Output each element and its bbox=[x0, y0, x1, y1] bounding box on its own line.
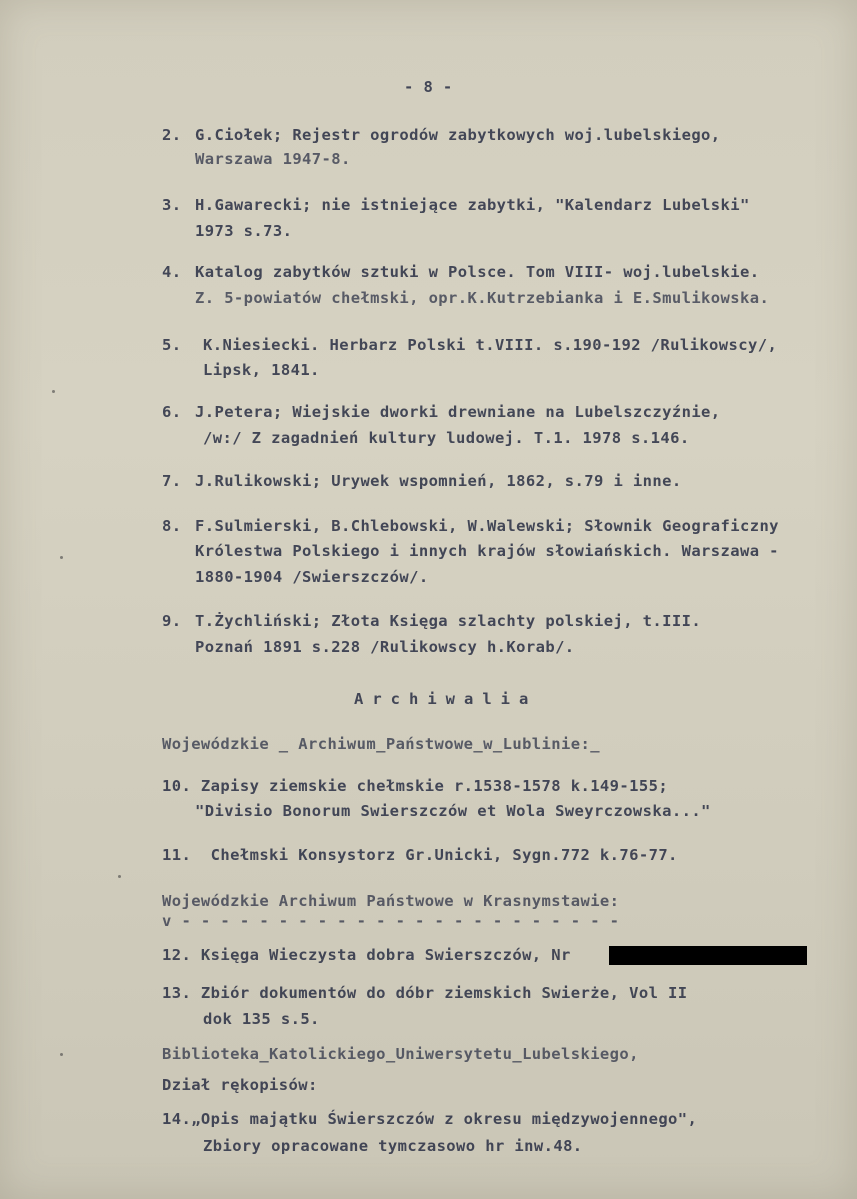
paper-speck bbox=[118, 875, 121, 878]
bib-6-line-1: J.Petera; Wiejskie dworki drewniane na Lubelszczyźnie, bbox=[195, 403, 721, 421]
bib-9-line-2: Poznań 1891 s.228 /Rulikowscy h.Korab/. bbox=[195, 638, 575, 656]
bib-6-line-2: /w:/ Z zagadnień kultury ludowej. T.1. 1978 s.146. bbox=[203, 429, 690, 447]
archive-krasnystaw-heading: Wojewódzkie Archiwum Państwowe w Krasnymstawie: bbox=[162, 892, 620, 910]
item-13-line-1: 13. Zbiór dokumentów do dóbr ziemskich Swierże, Vol II bbox=[162, 984, 688, 1002]
bib-3-num: 3. bbox=[162, 196, 182, 214]
item-11: 11. Chełmski Konsystorz Gr.Unicki, Sygn.772 k.76-77. bbox=[162, 846, 678, 864]
bib-6-num: 6. bbox=[162, 403, 182, 421]
item-10-line-1: 10. Zapisy ziemskie chełmskie r.1538-1578 k.149-155; bbox=[162, 777, 669, 795]
redaction-bar bbox=[609, 946, 807, 965]
bib-7-num: 7. bbox=[162, 472, 182, 490]
item-14-line-1: 14.„Opis majątku Świerszczów z okresu międzywojennego", bbox=[162, 1110, 698, 1128]
bib-9-num: 9. bbox=[162, 612, 182, 630]
manuscripts-heading: Dział rękopisów: bbox=[162, 1076, 318, 1094]
item-12: 12. Księga Wieczysta dobra Swierszczów, Nr bbox=[162, 946, 571, 964]
bib-5-num: 5. bbox=[162, 336, 182, 354]
bib-4-num: 4. bbox=[162, 263, 182, 281]
item-14-line-2: Zbiory opracowane tymczasowo hr inw.48. bbox=[203, 1137, 583, 1155]
bib-5-line-2: Lipsk, 1841. bbox=[203, 361, 320, 379]
bib-5-line-1: K.Niesiecki. Herbarz Polski t.VIII. s.190-192 /Rulikowscy/, bbox=[203, 336, 778, 354]
item-10-line-2: "Divisio Bonorum Swierszczów et Wola Sweyrczowska..." bbox=[195, 802, 711, 820]
archives-heading: Archiwalia bbox=[354, 690, 538, 708]
bib-8-line-2: Królestwa Polskiego i innych krajów słowiańskich. Warszawa - bbox=[195, 542, 779, 560]
bib-2-num: 2. bbox=[162, 126, 182, 144]
bib-9-line-1: T.Żychliński; Złota Księga szlachty polskiej, t.III. bbox=[195, 612, 702, 630]
bib-4-line-1: Katalog zabytków sztuki w Polsce. Tom VIII- woj.lubelskie. bbox=[195, 263, 760, 281]
paper-speck bbox=[60, 1053, 63, 1056]
bib-3-line-1: H.Gawarecki; nie istniejące zabytki, "Kalendarz Lubelski" bbox=[195, 196, 750, 214]
bib-7-line-1: J.Rulikowski; Urywek wspomnień, 1862, s.79 i inne. bbox=[195, 472, 682, 490]
item-13-line-2: dok 135 s.5. bbox=[203, 1010, 320, 1028]
bib-4-line-2: Z. 5-powiatów chełmski, opr.K.Kutrzebianka i E.Smulikowska. bbox=[195, 289, 770, 307]
bib-2-line-2: Warszawa 1947-8. bbox=[195, 150, 351, 168]
kul-library-heading: Biblioteka_Katolickiego_Uniwersytetu_Lubelskiego, bbox=[162, 1045, 639, 1063]
bib-2-line-1: G.Ciołek; Rejestr ogrodów zabytkowych woj.lubelskiego, bbox=[195, 126, 721, 144]
archive-lublin-heading: Wojewódzkie _ Archiwum_Państwowe_w_Lublinie:_ bbox=[162, 735, 600, 753]
bib-8-num: 8. bbox=[162, 517, 182, 535]
bib-8-line-1: F.Sulmierski, B.Chlebowski, W.Walewski; Słownik Geograficzny bbox=[195, 517, 779, 535]
paper-speck bbox=[52, 390, 55, 393]
bib-3-line-2: 1973 s.73. bbox=[195, 222, 293, 240]
page-number: - 8 - bbox=[404, 78, 453, 96]
bib-8-line-3: 1880-1904 /Swierszczów/. bbox=[195, 568, 429, 586]
dash-rule: v - - - - - - - - - - - - - - - - - - - - - - - bbox=[162, 912, 620, 930]
paper-speck bbox=[60, 556, 63, 559]
